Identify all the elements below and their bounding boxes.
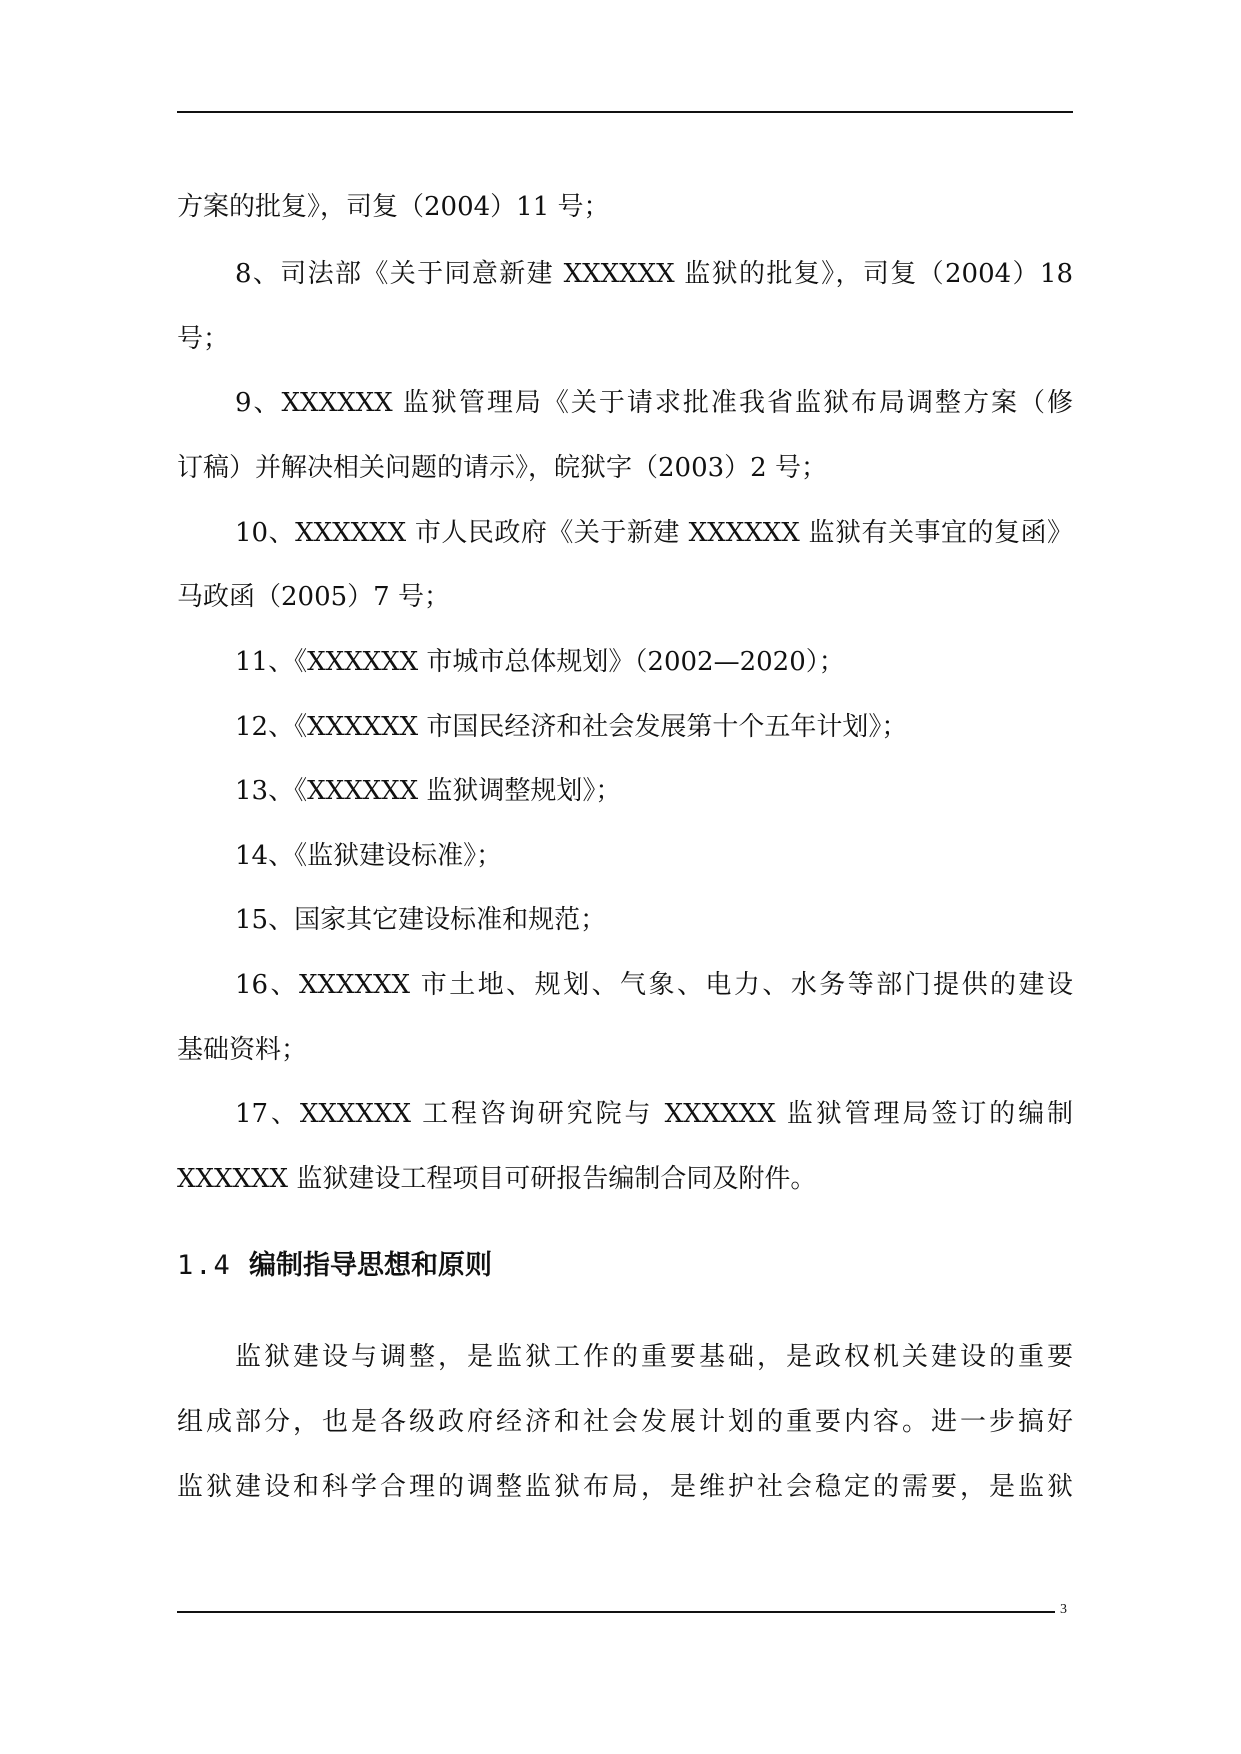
- list-item-9: 9、XXXXXX 监狱管理局《关于请求批准我省监狱布局调整方案（修: [235, 388, 1073, 418]
- text-line: 基础资料；: [177, 1035, 308, 1065]
- list-item-16: 16、XXXXXX 市土地、规划、气象、电力、水务等部门提供的建设: [235, 970, 1073, 1000]
- paragraph-line: 监狱建设和科学合理的调整监狱布局，是维护社会稳定的需要，是监狱: [177, 1472, 1073, 1502]
- list-item-17: 17、XXXXXX 工程咨询研究院与 XXXXXX 监狱管理局签订的编制: [235, 1099, 1073, 1129]
- section-heading: [177, 1248, 492, 1284]
- section-number: 1.4: [177, 1250, 232, 1281]
- list-item-13: 13、《XXXXXX 监狱调整规划》；: [235, 776, 622, 806]
- list-item-14: 14、《监狱建设标准》；: [235, 841, 503, 871]
- section-title: 编制指导思想和原则: [249, 1250, 492, 1281]
- paragraph-line: 组成部分，也是各级政府经济和社会发展计划的重要内容。进一步搞好: [177, 1407, 1073, 1437]
- list-item-8: 8、司法部《关于同意新建 XXXXXX 监狱的批复》，司复（2004）18: [235, 259, 1073, 289]
- header-rule: [177, 111, 1073, 113]
- text-line: 方案的批复》，司复（2004）11 号；: [177, 192, 610, 222]
- footer-rule: [177, 1611, 1055, 1613]
- list-item-10: 10、XXXXXX 市人民政府《关于新建 XXXXXX 监狱有关事宜的复函》: [235, 518, 1073, 548]
- paragraph-line: 监狱建设与调整，是监狱工作的重要基础，是政权机关建设的重要: [235, 1342, 1073, 1372]
- list-item-12: 12、《XXXXXX 市国民经济和社会发展第十个五年计划》；: [235, 712, 908, 742]
- list-item-11: 11、《XXXXXX 市城市总体规划》（2002—2020）；: [235, 647, 845, 677]
- text-line: 号；: [177, 324, 230, 354]
- page-number: 3: [1060, 1602, 1067, 1617]
- list-item-15: 15、国家其它建设标准和规范；: [235, 905, 607, 935]
- text-line: 订稿）并解决相关问题的请示》，皖狱字（2003）2 号；: [177, 453, 827, 483]
- text-line: XXXXXX 监狱建设工程项目可研报告编制合同及附件。: [177, 1164, 817, 1194]
- text-line: 马政函（2005）7 号；: [177, 582, 450, 612]
